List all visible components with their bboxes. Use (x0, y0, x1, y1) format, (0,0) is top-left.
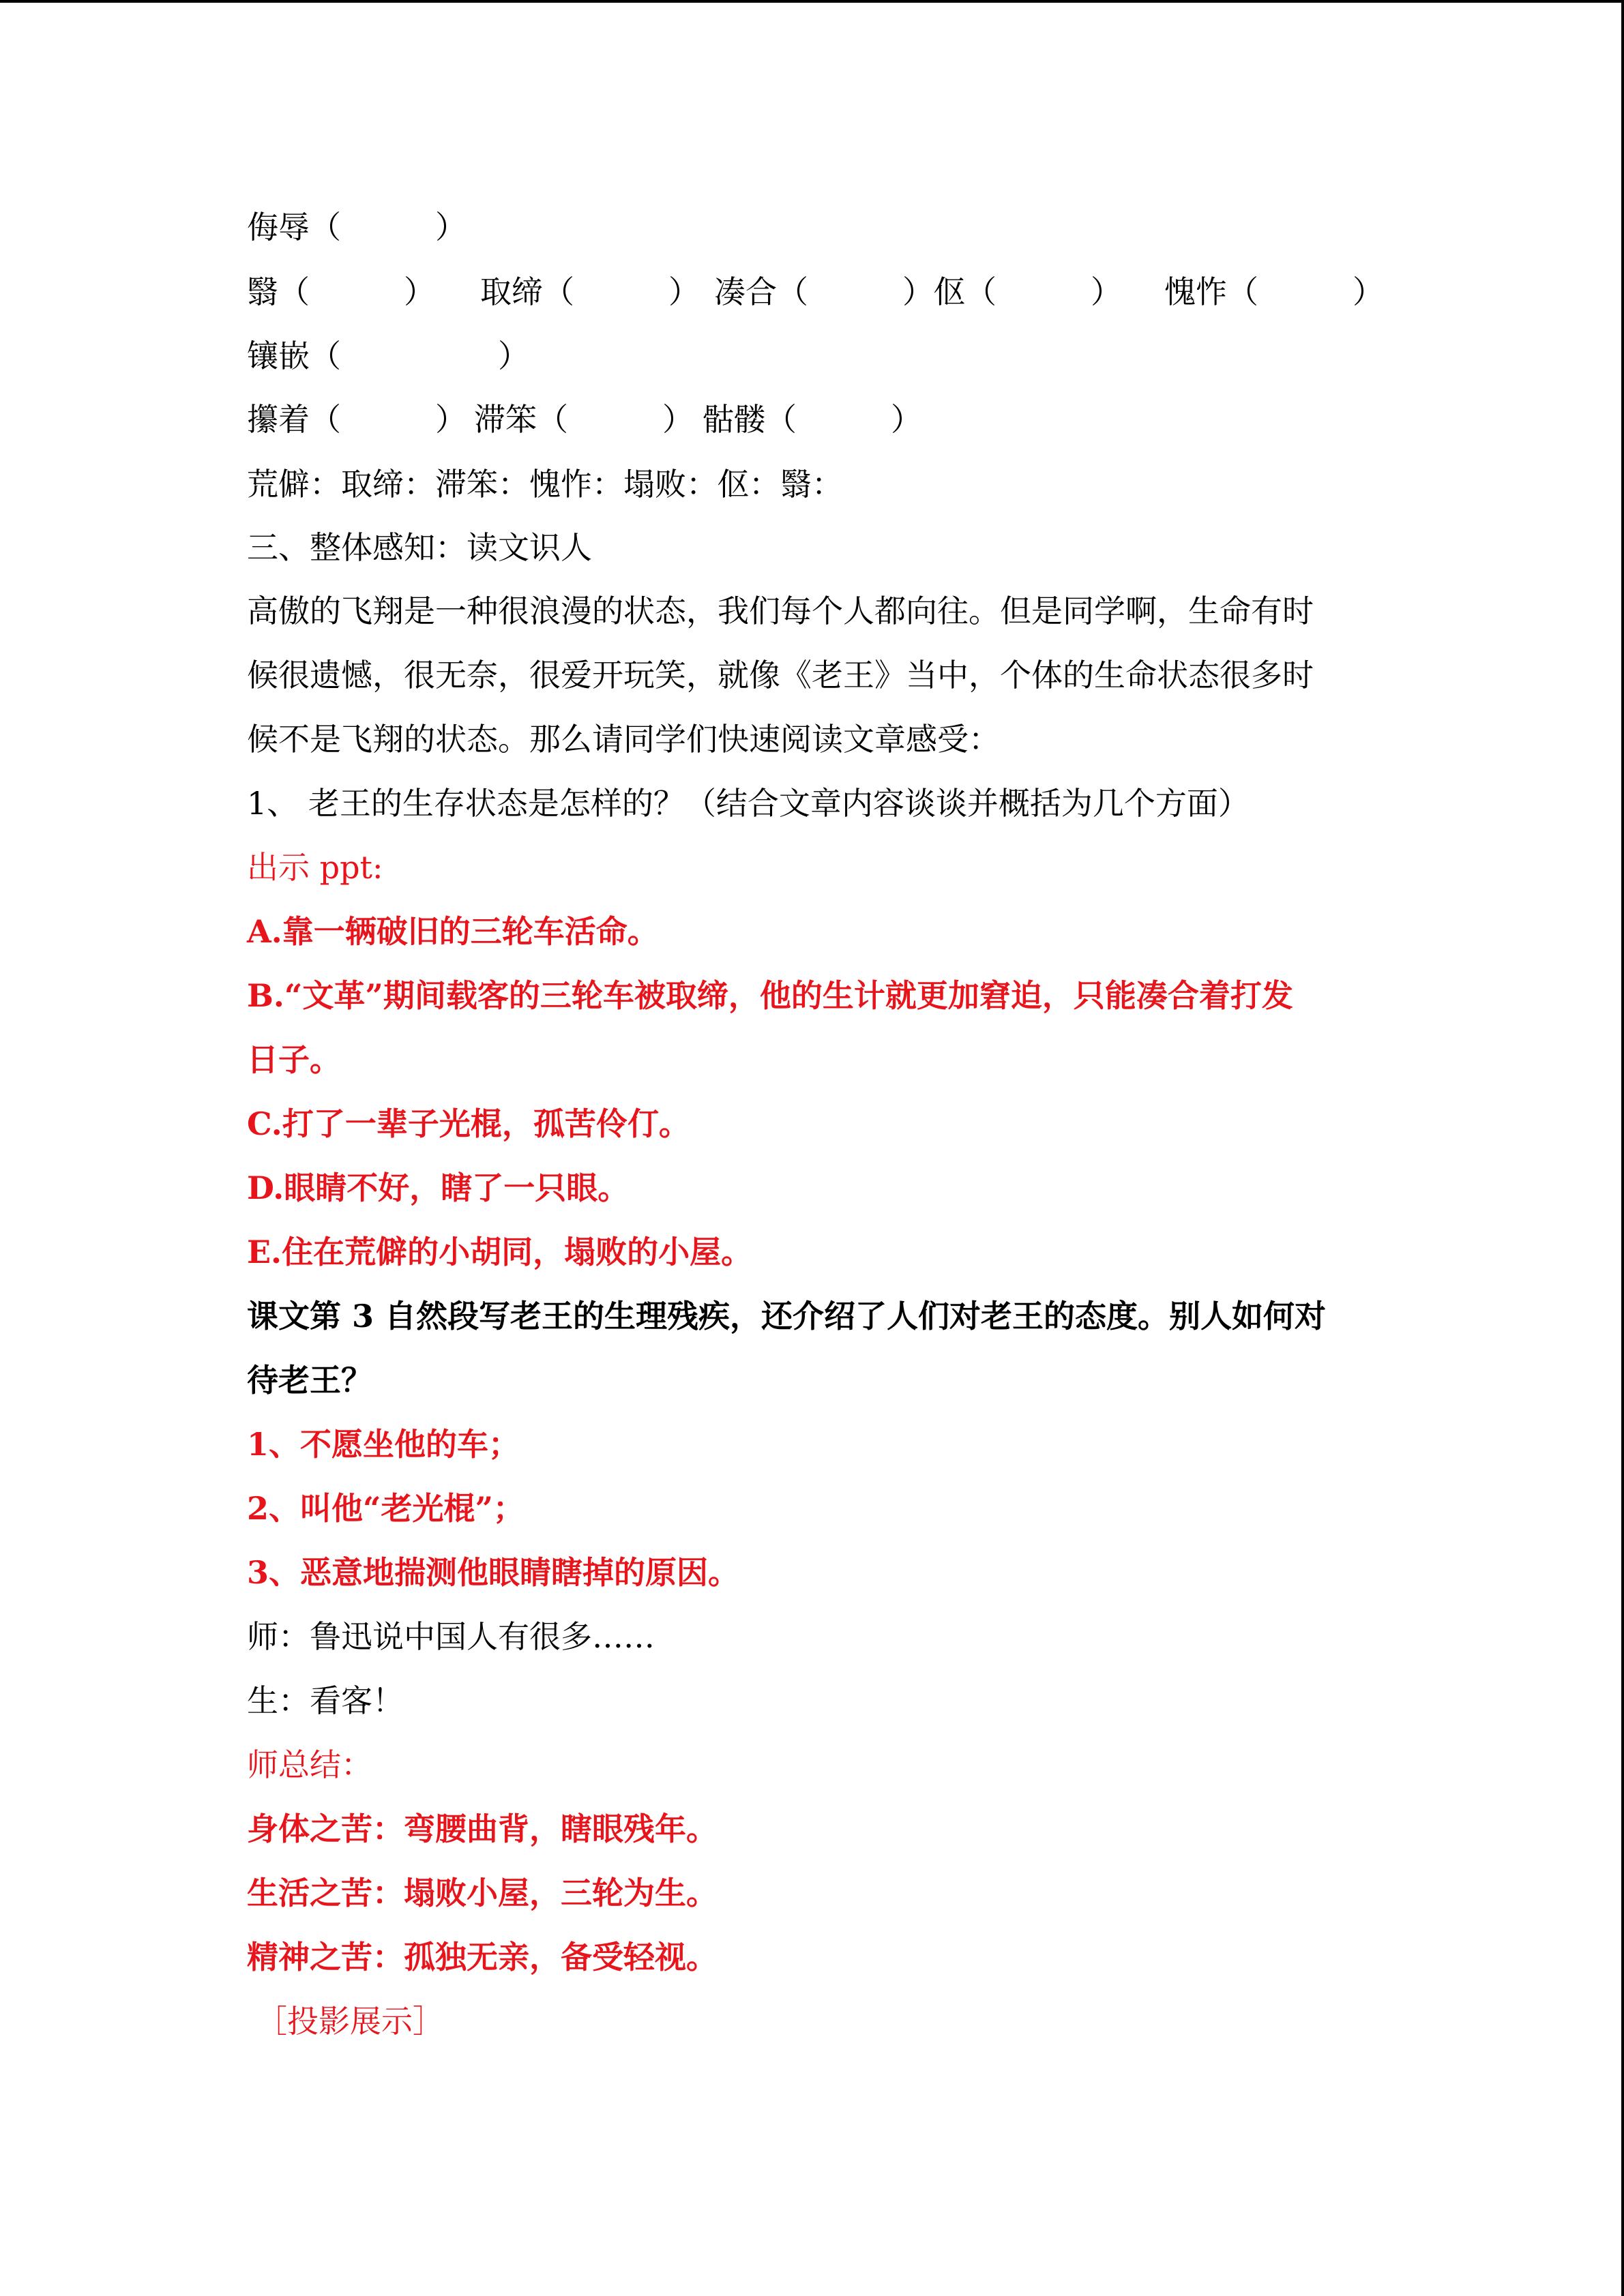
vocab-item-kuizuo: 愧怍（ ） (1164, 273, 1384, 310)
vocab-line-3: 镶嵌（ ） (247, 338, 529, 374)
question-1: 1、 老王的生存状态是怎样的？（结合文章内容谈谈并概括为几个方面） (247, 785, 1250, 822)
vocab-item-couhe-yu: 凑合（ ）伛（ ） (714, 273, 1122, 310)
answer-c: C.打了一辈子光棍，孤苦伶仃。 (247, 1105, 690, 1142)
summary-label: 师总结： (247, 1746, 372, 1783)
answer-a: A.靠一辆破旧的三轮车活命。 (247, 913, 659, 950)
intro-line-2: 候很遗憾，很无奈，很爱开玩笑，就像《老王》当中，个体的生命状态很多时 (247, 657, 1314, 694)
vocab-item-zhiben: 滞笨（ ） (474, 401, 694, 438)
vocab-definitions: 荒僻：取缔：滞笨：愧怍：塌败：伛：翳： (247, 466, 843, 503)
summary-body: 身体之苦：弯腰曲背，瞎眼残年。 (247, 1810, 718, 1847)
intro-line-1: 高傲的飞翔是一种很浪漫的状态，我们每个人都向往。但是同学啊，生命有时 (247, 593, 1314, 629)
answer-d: D.眼睛不好，瞎了一只眼。 (247, 1169, 630, 1206)
attitude-3: 3、恶意地揣测他眼睛瞎掉的原因。 (247, 1554, 740, 1591)
vocab-line-1: 侮辱（ ） (247, 209, 467, 245)
attitude-1: 1、不愿坐他的车； (247, 1426, 520, 1463)
projection-note: ［投影展示］ (256, 2003, 444, 2040)
answer-b: B.“文革”期间载客的三轮车被取缔，他的生计就更加窘迫，只能凑合着打发 (247, 977, 1293, 1014)
teacher-line: 师：鲁迅说中国人有很多…… (247, 1618, 655, 1655)
answer-b-cont: 日子。 (247, 1041, 341, 1078)
para3-question-line-2: 待老王？ (247, 1362, 372, 1399)
summary-spirit: 精神之苦：孤独无亲，备受轻视。 (247, 1939, 718, 1976)
section-heading: 三、整体感知：读文识人 (247, 529, 592, 566)
answer-e: E.住在荒僻的小胡同，塌败的小屋。 (247, 1234, 753, 1270)
vocab-item-kulou: 骷髅（ ） (703, 401, 922, 438)
page-border-right (1621, 0, 1624, 2296)
intro-line-3: 候不是飞翔的状态。那么请同学们快速阅读文章感受： (247, 721, 1000, 758)
student-line: 生：看客！ (247, 1682, 404, 1719)
summary-life: 生活之苦：塌败小屋，三轮为生。 (247, 1875, 718, 1911)
vocab-item-qudi: 取缔（ ） (480, 273, 700, 310)
vocab-item-zuanzhe: 攥着（ ） (247, 401, 467, 438)
attitude-2: 2、叫他“老光棍”； (247, 1490, 525, 1527)
vocab-item-yi: 翳（ ） (247, 273, 435, 310)
page-border-top (0, 0, 1624, 3)
ppt-label: 出示 ppt: (247, 849, 383, 886)
para3-question-line-1: 课文第 3 自然段写老王的生理残疾，还介绍了人们对老王的态度。别人如何对 (247, 1298, 1327, 1335)
